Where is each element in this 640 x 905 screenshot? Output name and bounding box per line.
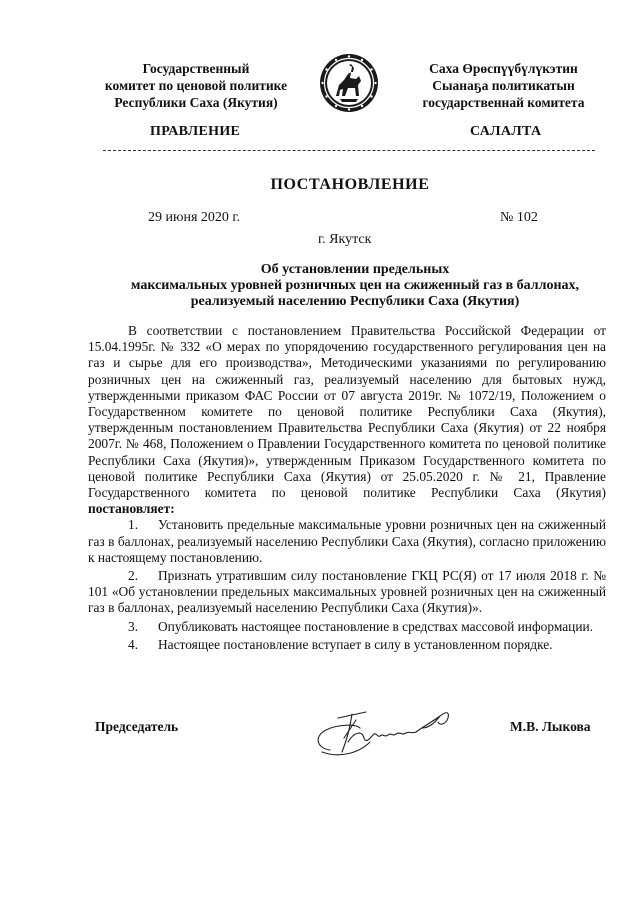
issuer-name-russian: [96, 60, 296, 111]
signatory-title: Председатель: [95, 719, 179, 734]
document-city: г. Якутск: [318, 232, 372, 247]
issuer-name-yakut: [396, 60, 611, 111]
issuer-line: Государственный: [142, 61, 250, 76]
preamble-text: В соответствии с постановлением Правительства Российской Федерации от 15.04.1995г. № 332 «О мерах по упорядочению государственного регулирования цен на газ и сырье для его производства», Методическими указаниями по регулированию розничных цен на сжиженный газ, реализуемый населению для бытовых нужд, утвержденными приказом ФАС России от 07 августа 2019г. № 1072/19, Положением о Государственном комитете по ценовой политике Республики Саха (Якутия), утвержденным постановлением Правительства Республики Саха (Якутия) от 22 ноября 2007г. № 468, Положением о Правлении Государственного комитета по ценовой политике Республики Саха (Якутия)», утвержденным Приказом Государственного комитета по ценовой политике Республики Саха (Якутия) от 25.05.2020 г. № 21, Правление Государственного комитета по ценовой политике Республики Саха (Якутия): [88, 323, 606, 501]
item-text: Установить предельные максимальные уровни розничных цен на сжиженный газ в баллонах, реализуемый населению Республики Саха (Якутия), согласно приложению к настоящему постановлению.: [88, 517, 606, 565]
board-label-yakut: САЛАЛТА: [470, 124, 542, 139]
item-number: 2.: [128, 568, 139, 584]
issuer-line: Сыанаҕа политикатын: [432, 78, 575, 93]
header-divider: [103, 150, 595, 151]
board-label-russian: ПРАВЛЕНИЕ: [150, 124, 241, 139]
decree-items: [88, 517, 606, 653]
handwritten-signature-icon: [308, 698, 468, 764]
item-text: Опубликовать настоящее постановление в средствах массовой информации.: [158, 618, 594, 634]
document-date: 29 июня 2020 г.: [148, 210, 241, 225]
document-subject: [90, 262, 620, 310]
signatory-name: М.В. Лыкова: [510, 719, 591, 734]
list-item: [88, 637, 606, 653]
subject-line: Об установлении предельных: [260, 262, 450, 277]
yakutia-coat-of-arms-icon: [318, 52, 380, 114]
document-number: № 102: [500, 210, 538, 225]
list-item: [88, 517, 606, 566]
decree-word: постановляет:: [88, 501, 175, 517]
subject-line: реализуемый населению Республики Саха (Якутия): [190, 294, 520, 309]
issuer-line: государственнай комитета: [422, 95, 585, 110]
issuer-line: Саха Өрөспүүбүлүкэтин: [429, 61, 578, 76]
document-body: [88, 323, 606, 655]
list-item: [88, 568, 606, 617]
item-text: Признать утратившим силу постановление ГКЦ РС(Я) от 17 июля 2018 г. № 101 «Об установлении предельных максимальных уровней розничных цен на сжиженный газ в баллонах, реализуемый населению Республики Саха (Якутия)».: [88, 568, 606, 616]
item-number: 1.: [128, 517, 139, 533]
item-number: 4.: [128, 636, 139, 652]
issuer-line: комитет по ценовой политике: [104, 78, 288, 93]
list-item: [88, 619, 606, 635]
item-text: Настоящее постановление вступает в силу в установленном порядке.: [158, 636, 553, 652]
subject-line: максимальных уровней розничных цен на сжиженный газ в баллонах,: [130, 278, 580, 293]
item-number: 3.: [128, 618, 139, 634]
document-title: ПОСТАНОВЛЕНИЕ: [270, 176, 430, 193]
preamble-paragraph: [88, 323, 606, 517]
issuer-line: Республики Саха (Якутия): [114, 95, 278, 110]
